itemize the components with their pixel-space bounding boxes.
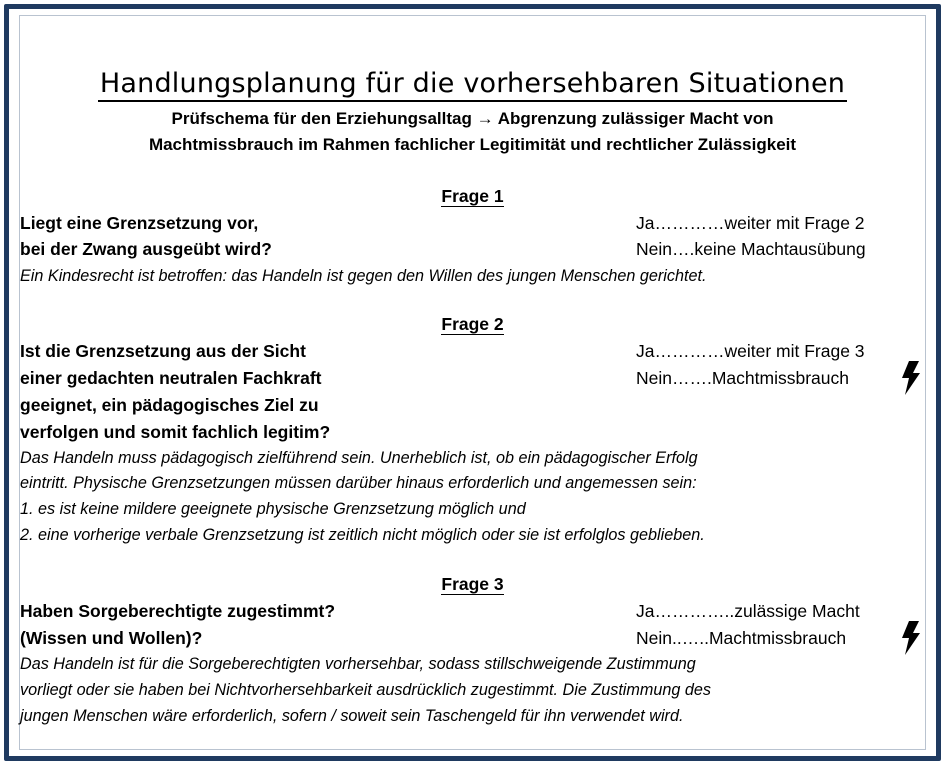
question-2-note-line-4: 2. eine vorherige verbale Grenzsetzung ist zeitlich nicht möglich oder sie ist erfolglos geblieben.: [20, 526, 705, 544]
question-3-note-line-1: Das Handeln ist für die Sorgeberechtigten vorhersehbar, sodass stillschweigende Zustimmung: [20, 655, 696, 673]
question-2-line-1: Ist die Grenzsetzung aus der Sicht: [20, 341, 306, 361]
question-1-note-line-1: Ein Kindesrecht ist betroffen: das Handeln ist gegen den Willen des jungen Menschen gerichtet.: [20, 267, 707, 285]
question-2-line-2: einer gedachten neutralen Fachkraft: [20, 368, 322, 388]
question-1-line-2: bei der Zwang ausgeübt wird?: [20, 239, 272, 259]
question-3-heading: Frage 3: [441, 574, 504, 594]
question-2-no-answer: Nein…….Machtmissbrauch: [636, 368, 849, 388]
question-2-line-4: verfolgen und somit fachlich legitim?: [20, 422, 331, 442]
question-2-heading: Frage 2: [441, 314, 504, 334]
question-3-note-line-2: vorliegt oder sie haben bei Nichtvorhersehbarkeit ausdrücklich zugestimmt. Die Zustimmung des: [20, 681, 711, 699]
subtitle-line-2: Machtmissbrauch im Rahmen fachlicher Legitimität und rechtlicher Zulässigkeit: [148, 135, 797, 154]
question-2-note-line-1: Das Handeln muss pädagogisch zielführend sein. Unerheblich ist, ob ein pädagogischer Erfolg: [20, 449, 698, 467]
question-2-note-line-2: eintritt. Physische Grenzsetzungen müssen darüber hinaus erforderlich und angemessen sein:: [20, 474, 697, 492]
question-1-line-1: Liegt eine Grenzsetzung vor,: [20, 213, 259, 233]
question-2-note-line-3: 1. es ist keine mildere geeignete physische Grenzsetzung möglich und: [20, 500, 526, 518]
lightning-bolt-icon: [901, 621, 921, 655]
question-1-yes-answer: Ja…………weiter mit Frage 2: [636, 213, 865, 233]
question-1-heading: Frage 1: [441, 186, 504, 206]
question-3-line-1: Haben Sorgeberechtigte zugestimmt?: [20, 601, 336, 621]
question-3-note-line-3: jungen Menschen wäre erforderlich, sofern / soweit sein Taschengeld für ihn verwendet wird.: [20, 707, 684, 725]
question-3-no-answer: Nein..…..Machtmissbrauch: [636, 628, 847, 648]
question-2-yes-answer: Ja…………weiter mit Frage 3: [636, 341, 865, 361]
question-3-yes-answer: Ja…………..zulässige Macht: [636, 601, 860, 621]
lightning-bolt-icon: [901, 361, 921, 395]
page-title: Handlungsplanung für die vorhersehbaren Situationen: [0, 68, 945, 99]
subtitle-line-1: Prüfschema für den Erziehungsalltag → Abgrenzung zulässiger Macht von: [171, 109, 774, 128]
question-1-no-answer: Nein….keine Machtausübung: [636, 239, 866, 259]
question-2-line-3: geeignet, ein pädagogisches Ziel zu: [20, 395, 319, 415]
question-3-line-2: (Wissen und Wollen)?: [20, 628, 203, 648]
